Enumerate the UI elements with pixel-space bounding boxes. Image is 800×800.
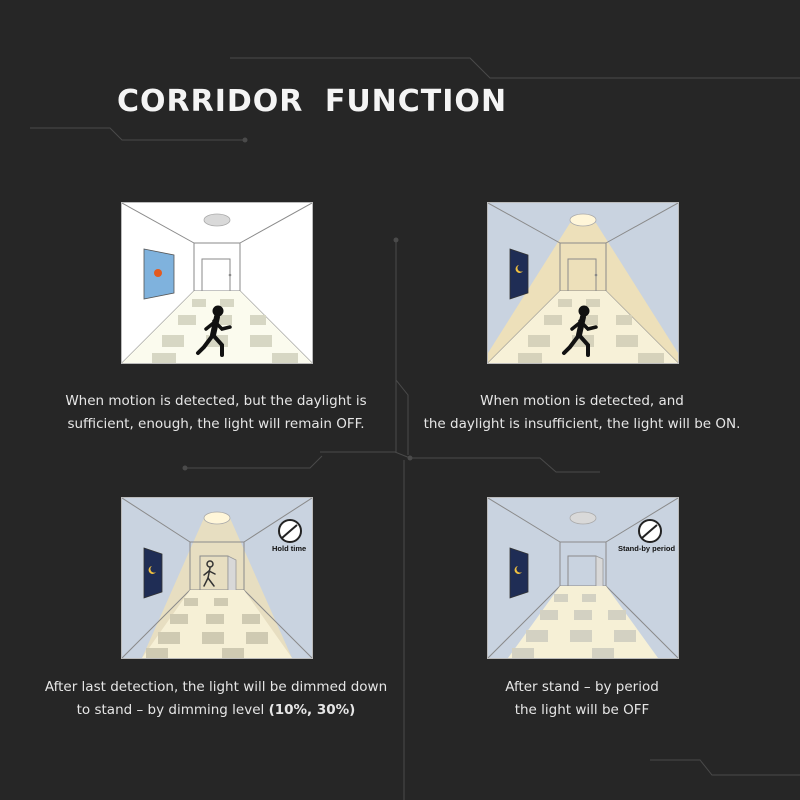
caption-line: After last detection, the light will be dimmed down	[44, 679, 388, 695]
clock-icon	[279, 520, 301, 542]
caption-text: to stand – by dimming level	[76, 702, 269, 718]
caption-hold-time	[26, 676, 406, 722]
ceiling-lamp-icon	[204, 214, 230, 226]
ceiling-lamp-icon	[204, 512, 230, 524]
scene-hold-time	[121, 497, 313, 659]
page-title: CORRIDOR FUNCTION	[117, 84, 508, 119]
caption-line	[26, 699, 406, 722]
hold-time-label: Hold time	[272, 544, 307, 553]
window	[510, 249, 528, 299]
scene-night-motion	[487, 202, 679, 364]
standby-period-label: Stand-by period	[618, 544, 676, 553]
caption-line: When motion is detected, and	[480, 393, 684, 409]
ceiling-lamp-icon	[570, 512, 596, 524]
caption-daylight	[26, 390, 406, 436]
sun-icon	[154, 269, 162, 277]
caption-line: After stand – by period	[505, 679, 659, 695]
caption-line: the light will be OFF	[514, 702, 650, 718]
caption-night	[392, 390, 772, 436]
caption-line: the daylight is insufficient, the light will be ON.	[423, 416, 741, 432]
caption-line: When motion is detected, but the daylight is	[65, 393, 367, 409]
clock-icon	[639, 520, 661, 542]
ceiling-lamp-icon	[570, 214, 596, 226]
scene-daylight-motion	[121, 202, 313, 364]
dimming-level-value: (10%, 30%)	[268, 702, 356, 718]
caption-standby	[392, 676, 772, 722]
scene-standby-period	[487, 497, 679, 659]
caption-line: sufficient, enough, the light will remain OFF.	[67, 416, 365, 432]
